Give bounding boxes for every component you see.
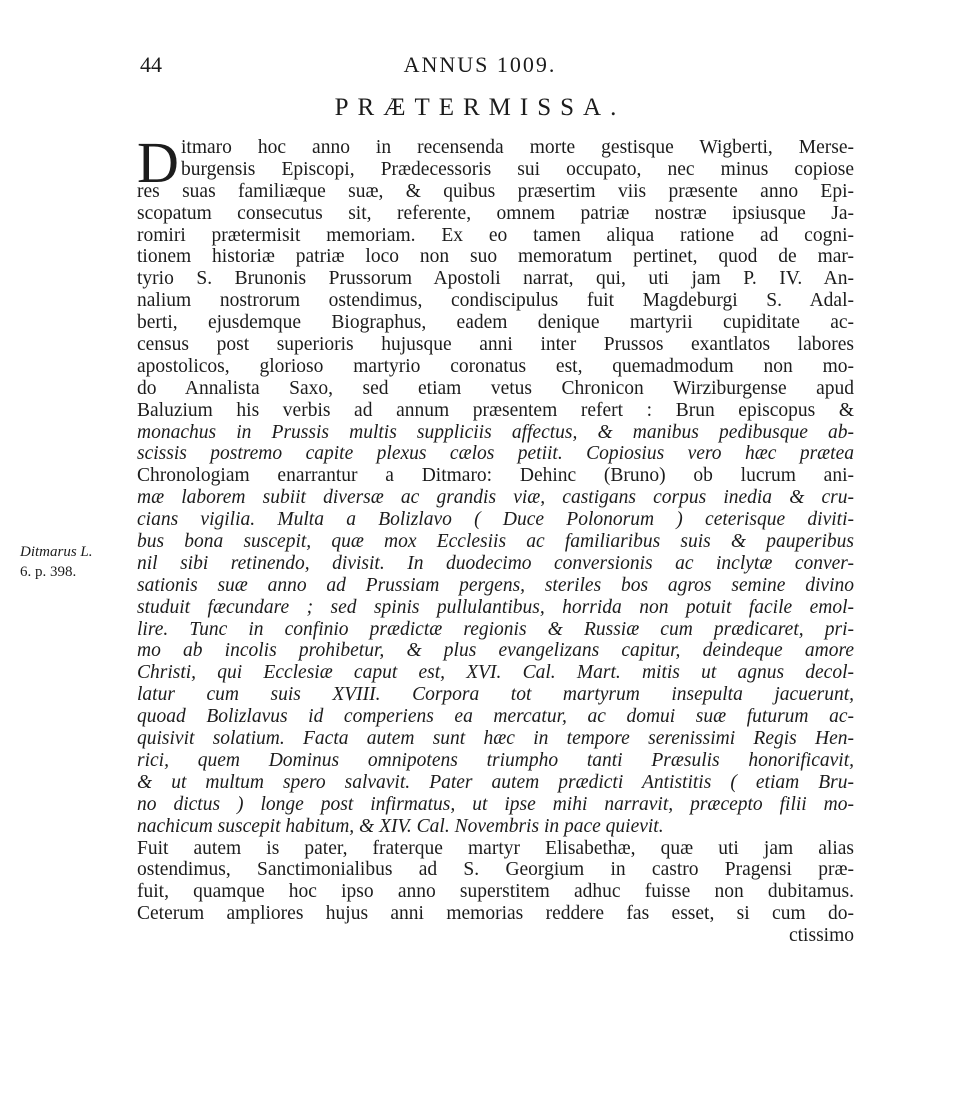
text-line: fuit, quamque hoc ipso anno superstitem adhuc fuisse non dubitamus. [137,881,854,903]
body-text [137,130,854,947]
text-line: quoad Bolizlavus id comperiens ea mercatur, ac domui suæ futurum ac- [137,706,854,728]
text-line: scissis postremo capite plexus cælos petiit. Copiosius vero hæc prætea [137,443,854,465]
running-head: ANNUS 1009. [403,52,557,77]
text-line: cians vigilia. Multa a Bolizlavo ( Duce Polonorum ) ceterisque diviti- [137,509,854,531]
text-line: nachicum suscepit habitum, & XIV. Cal. Novembris in pace quievit. [137,815,664,837]
text-line: burgensis Episcopi, Prædecessoris sui occupato, nec minus copiose [181,158,854,180]
text-line: bus bona suscepit, quæ mox Ecclesiis ac familiaribus suis & pauperibus [137,531,854,553]
drop-cap: D [137,130,179,195]
margin-note-line: 6. p. 398. [20,564,77,580]
text-line: romiri prætermisit memoriam. Ex eo tamen aliqua ratione ad cogni- [137,224,854,246]
text-line: tyrio S. Brunonis Prussorum Apostoli narrat, qui, uti jam P. IV. An- [137,268,854,290]
text-line: berti, ejusdemque Biographus, eadem denique martyrii cupiditate ac- [137,312,854,334]
text-line: nil sibi retinendo, divisit. In duodecimo conversionis ac inclytæ conver- [137,552,854,574]
text-line: nalium nostrorum ostendimus, condiscipulus fuit Magdeburgi S. Adal- [137,290,854,312]
text-line: tionem historiæ patriæ loco non suo memoratum pertinet, quod de mar- [137,246,854,268]
text-line: studuit fæcundare ; sed spinis pullulantibus, horrida non potuit facile emol- [137,596,854,618]
text-line: rici, quem Dominus omnipotens triumpho tanti Præsulis honorificavit, [137,749,854,771]
text-line: latur cum suis XVIII. Corpora tot martyrum insepulta jacuerunt, [137,684,854,706]
text-line: ostendimus, Sanctimonialibus ad S. Georgium in castro Pragensi præ- [137,859,854,881]
margin-note [20,542,132,582]
text-line: scopatum consecutus sit, referente, omnem patriæ nostræ ipsiusque Ja- [137,202,854,224]
text-line: Baluzium his verbis ad annum præsentem refert : Brun episcopus & [137,399,854,421]
margin-note-line: Ditmarus L. [20,544,93,560]
page-number: 44 [140,52,162,77]
text-line: mæ laborem subiit diversæ ac grandis viæ, castigans corpus inedia & cru- [137,487,854,509]
text-line: sationis suæ anno ad Prussiam pergens, steriles bos agros semine divino [137,574,854,596]
text-line: & ut multum spero salvavit. Pater autem prædicti Antistitis ( etiam Bru- [137,771,854,793]
catchword: ctissimo [788,925,854,947]
text-line: census post superioris hujusque anni inter Prussos exantlatos labores [137,334,854,356]
text-line: Fuit autem is pater, fraterque martyr Elisabethæ, quæ uti jam alias [137,837,854,859]
text-line: no dictus ) longe post infirmatus, ut ipse mihi narravit, præcepto filii mo- [137,793,854,815]
text-line: Christi, qui Ecclesiæ caput est, XVI. Cal. Mart. mitis ut agnus decol- [137,662,854,684]
section-title: PRÆTERMISSA. [334,94,626,121]
text-line: mo ab incolis prohibetur, & plus evangelizans capitur, deindeque amore [137,640,854,662]
text-line: Chronologiam enarrantur a Ditmaro: Dehinc (Bruno) ob lucrum ani- [137,465,854,487]
text-line: monachus in Prussis multis suppliciis affectus, & manibus pedibusque ab- [137,421,854,443]
text-line: lire. Tunc in confinio prædictæ regionis & Russiæ cum prædicaret, pri- [137,618,854,640]
text-line: do Annalista Saxo, sed etiam vetus Chronicon Wirziburgense apud [137,377,854,399]
text-line: apostolicos, glorioso martyrio coronatus est, quemadmodum non mo- [137,355,854,377]
text-line: itmaro hoc anno in recensenda morte gestisque Wigberti, Merse- [181,137,854,158]
text-line: res suas familiæque suæ, & quibus præsertim viis præsente anno Epi- [137,180,854,202]
text-line: Ceterum ampliores hujus anni memorias reddere fas esset, si cum do- [137,903,854,925]
text-line: quisivit solatium. Facta autem sunt hæc in tempore serenissimi Regis Hen- [137,728,854,750]
